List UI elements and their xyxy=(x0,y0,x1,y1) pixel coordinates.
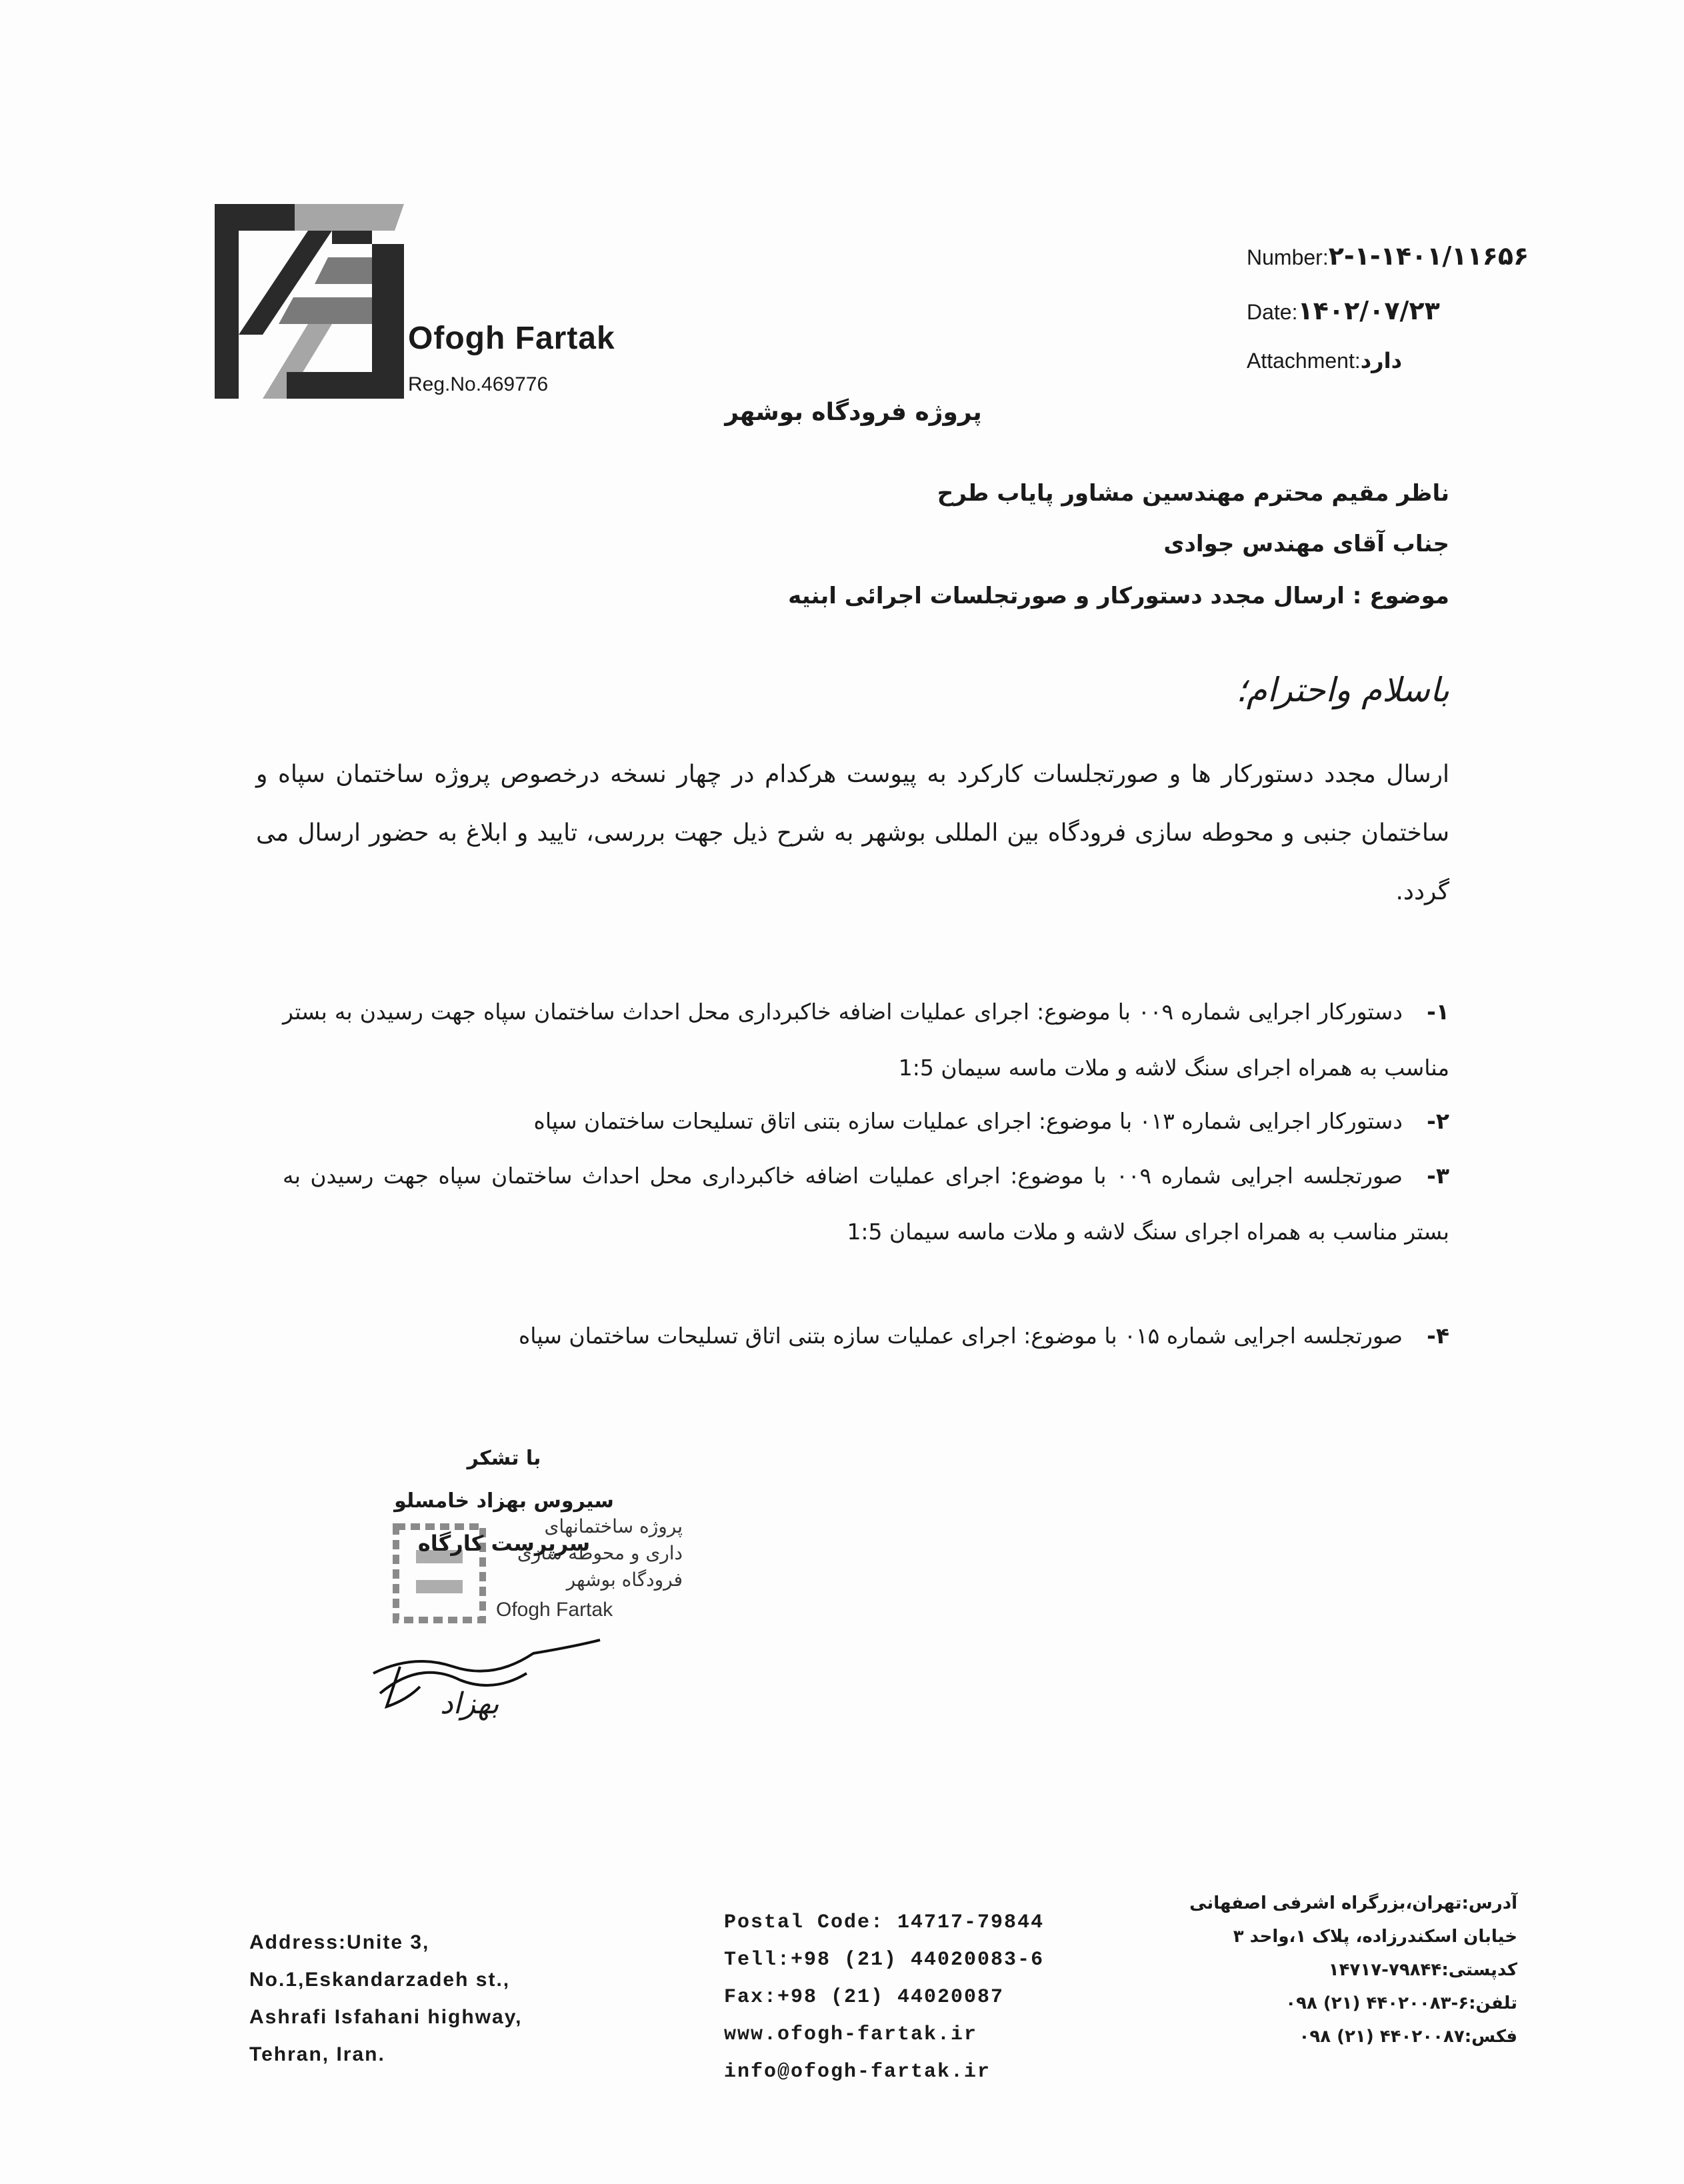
address-line: کدپستی:۷۹۸۴۴-۱۴۷۱۷ xyxy=(1328,1960,1517,1980)
recipient-line-1: ناظر مقیم محترم مهندسین مشاور پایاب طرح xyxy=(937,480,1449,507)
body-paragraph: ارسال مجدد دستورکار ها و صورتجلسات کارکرد به پیوست هرکدام در چهار نسخه درخصوص پروژه ساختمان سپاه و ساختمان جنبی و محوطه سازی فرودگاه بین المللی بوشهر به شرح ذیل جهت بررسی، تایید و ابلاغ به حضور ارسال می گردد. xyxy=(256,761,1449,905)
letter-date xyxy=(1247,296,1440,325)
item-number: ۱- xyxy=(1427,999,1449,1025)
address-line: فکس:۴۴۰۲۰۰۸۷ (۲۱) ۰۹۸ xyxy=(1299,2027,1517,2047)
item-number: ۴- xyxy=(1427,1323,1449,1349)
footer-contact xyxy=(724,1904,1044,2091)
email-link[interactable]: info@ofogh-fartak.ir xyxy=(724,2061,991,2083)
fax-number: Fax:+98 (21) 44020087 xyxy=(724,1986,1005,2009)
item-number: ۳- xyxy=(1427,1163,1449,1189)
item-number: ۲- xyxy=(1427,1108,1449,1134)
item-text: دستورکار اجرایی شماره ۰۰۹ با موضوع: اجرای عملیات اضافه خاکبرداری محل احداث ساختمان سپاه جهت رسیدن به بستر مناسب به همراه اجرای سنگ لاشه و ملات ماسه سیمان 1:5 xyxy=(283,999,1449,1081)
footer-address-en xyxy=(249,1924,523,2073)
greeting: باسلام واحترام؛ xyxy=(1235,671,1449,709)
postal-code: Postal Code: 14717-79844 xyxy=(724,1911,1045,1934)
address-line: تلفن:۶-۴۴۰۲۰۰۸۳ (۲۱) ۰۹۸ xyxy=(1285,1993,1517,2013)
signer-title: سرپرست کارگاه xyxy=(417,1531,591,1556)
item-text: صورتجلسه اجرایی شماره ۰۰۹ با موضوع: اجرای عملیات اضافه خاکبرداری محل احداث ساختمان سپاه جهت رسیدن به بستر مناسب به همراه اجرای سنگ لاشه و ملات ماسه سیمان 1:5 xyxy=(283,1163,1449,1245)
list-item xyxy=(283,1148,1449,1260)
stamp-brand: Ofogh Fartak xyxy=(496,1599,613,1621)
number-value: ۲-۱-۱۴۰۱/۱۱۶۵۶ xyxy=(1328,241,1529,271)
phone-number: Tell:+98 (21) 44020083-6 xyxy=(724,1949,1045,1971)
company-name: Ofogh Fartak xyxy=(408,321,615,356)
item-text: دستورکار اجرایی شماره ۰۱۳ با موضوع: اجرای عملیات سازه بتنی اتاق تسلیحات ساختمان سپاه xyxy=(533,1108,1403,1134)
item-text: صورتجلسه اجرایی شماره ۰۱۵ با موضوع: اجرای عملیات سازه بتنی اتاق تسلیحات ساختمان سپاه xyxy=(518,1323,1403,1349)
address-line: Address:Unite 3, xyxy=(249,1931,430,1953)
date-value: ۱۴۰۲/۰۷/۲۳ xyxy=(1297,296,1440,325)
number-label: Number: xyxy=(1247,245,1329,269)
letter-number xyxy=(1247,241,1529,271)
address-line: آدرس:تهران،بزرگراه اشرفی اصفهانی xyxy=(1189,1893,1517,1913)
stamp-line-3: فرودگاه بوشهر xyxy=(566,1569,683,1591)
date-label: Date: xyxy=(1247,300,1298,324)
project-title: پروژه فرودگاه بوشهر xyxy=(725,399,982,426)
registration-number: Reg.No.469776 xyxy=(408,373,549,395)
address-line: No.1,Eskandarzadeh st., xyxy=(249,1969,511,1991)
address-line: Tehran, Iran. xyxy=(249,2043,385,2065)
closing-thanks: با تشکر xyxy=(467,1447,541,1470)
stamp-line-2: داری و محوطه سازی xyxy=(517,1542,683,1564)
list-item xyxy=(283,1093,1449,1149)
website-link[interactable]: www.ofogh-fartak.ir xyxy=(724,2023,978,2046)
address-line: خیابان اسکندرزاده، پلاک ۱،واحد ۳ xyxy=(1233,1927,1517,1947)
list-item xyxy=(283,984,1449,1096)
list-item xyxy=(283,1308,1449,1364)
address-line: Ashrafi Isfahani highway, xyxy=(249,2006,523,2028)
handwritten-name: بهزاد xyxy=(440,1687,499,1721)
attachment-label: Attachment: xyxy=(1247,349,1361,373)
handwritten-signature xyxy=(360,1627,613,1740)
company-logo xyxy=(215,204,404,399)
attachment-value: دارد xyxy=(1360,348,1402,373)
letter-subject: موضوع : ارسال مجدد دستورکار و صورتجلسات اجرائی ابنیه xyxy=(788,583,1449,609)
signer-name: سیروس بهزاد خامسلو xyxy=(394,1489,614,1513)
footer-address-fa xyxy=(1189,1887,1517,2053)
recipient-line-2: جناب آقای مهندس جوادی xyxy=(1163,531,1449,557)
letter-attachment xyxy=(1247,348,1402,373)
stamp-line-1: پروژه ساختمانهای xyxy=(544,1515,683,1537)
